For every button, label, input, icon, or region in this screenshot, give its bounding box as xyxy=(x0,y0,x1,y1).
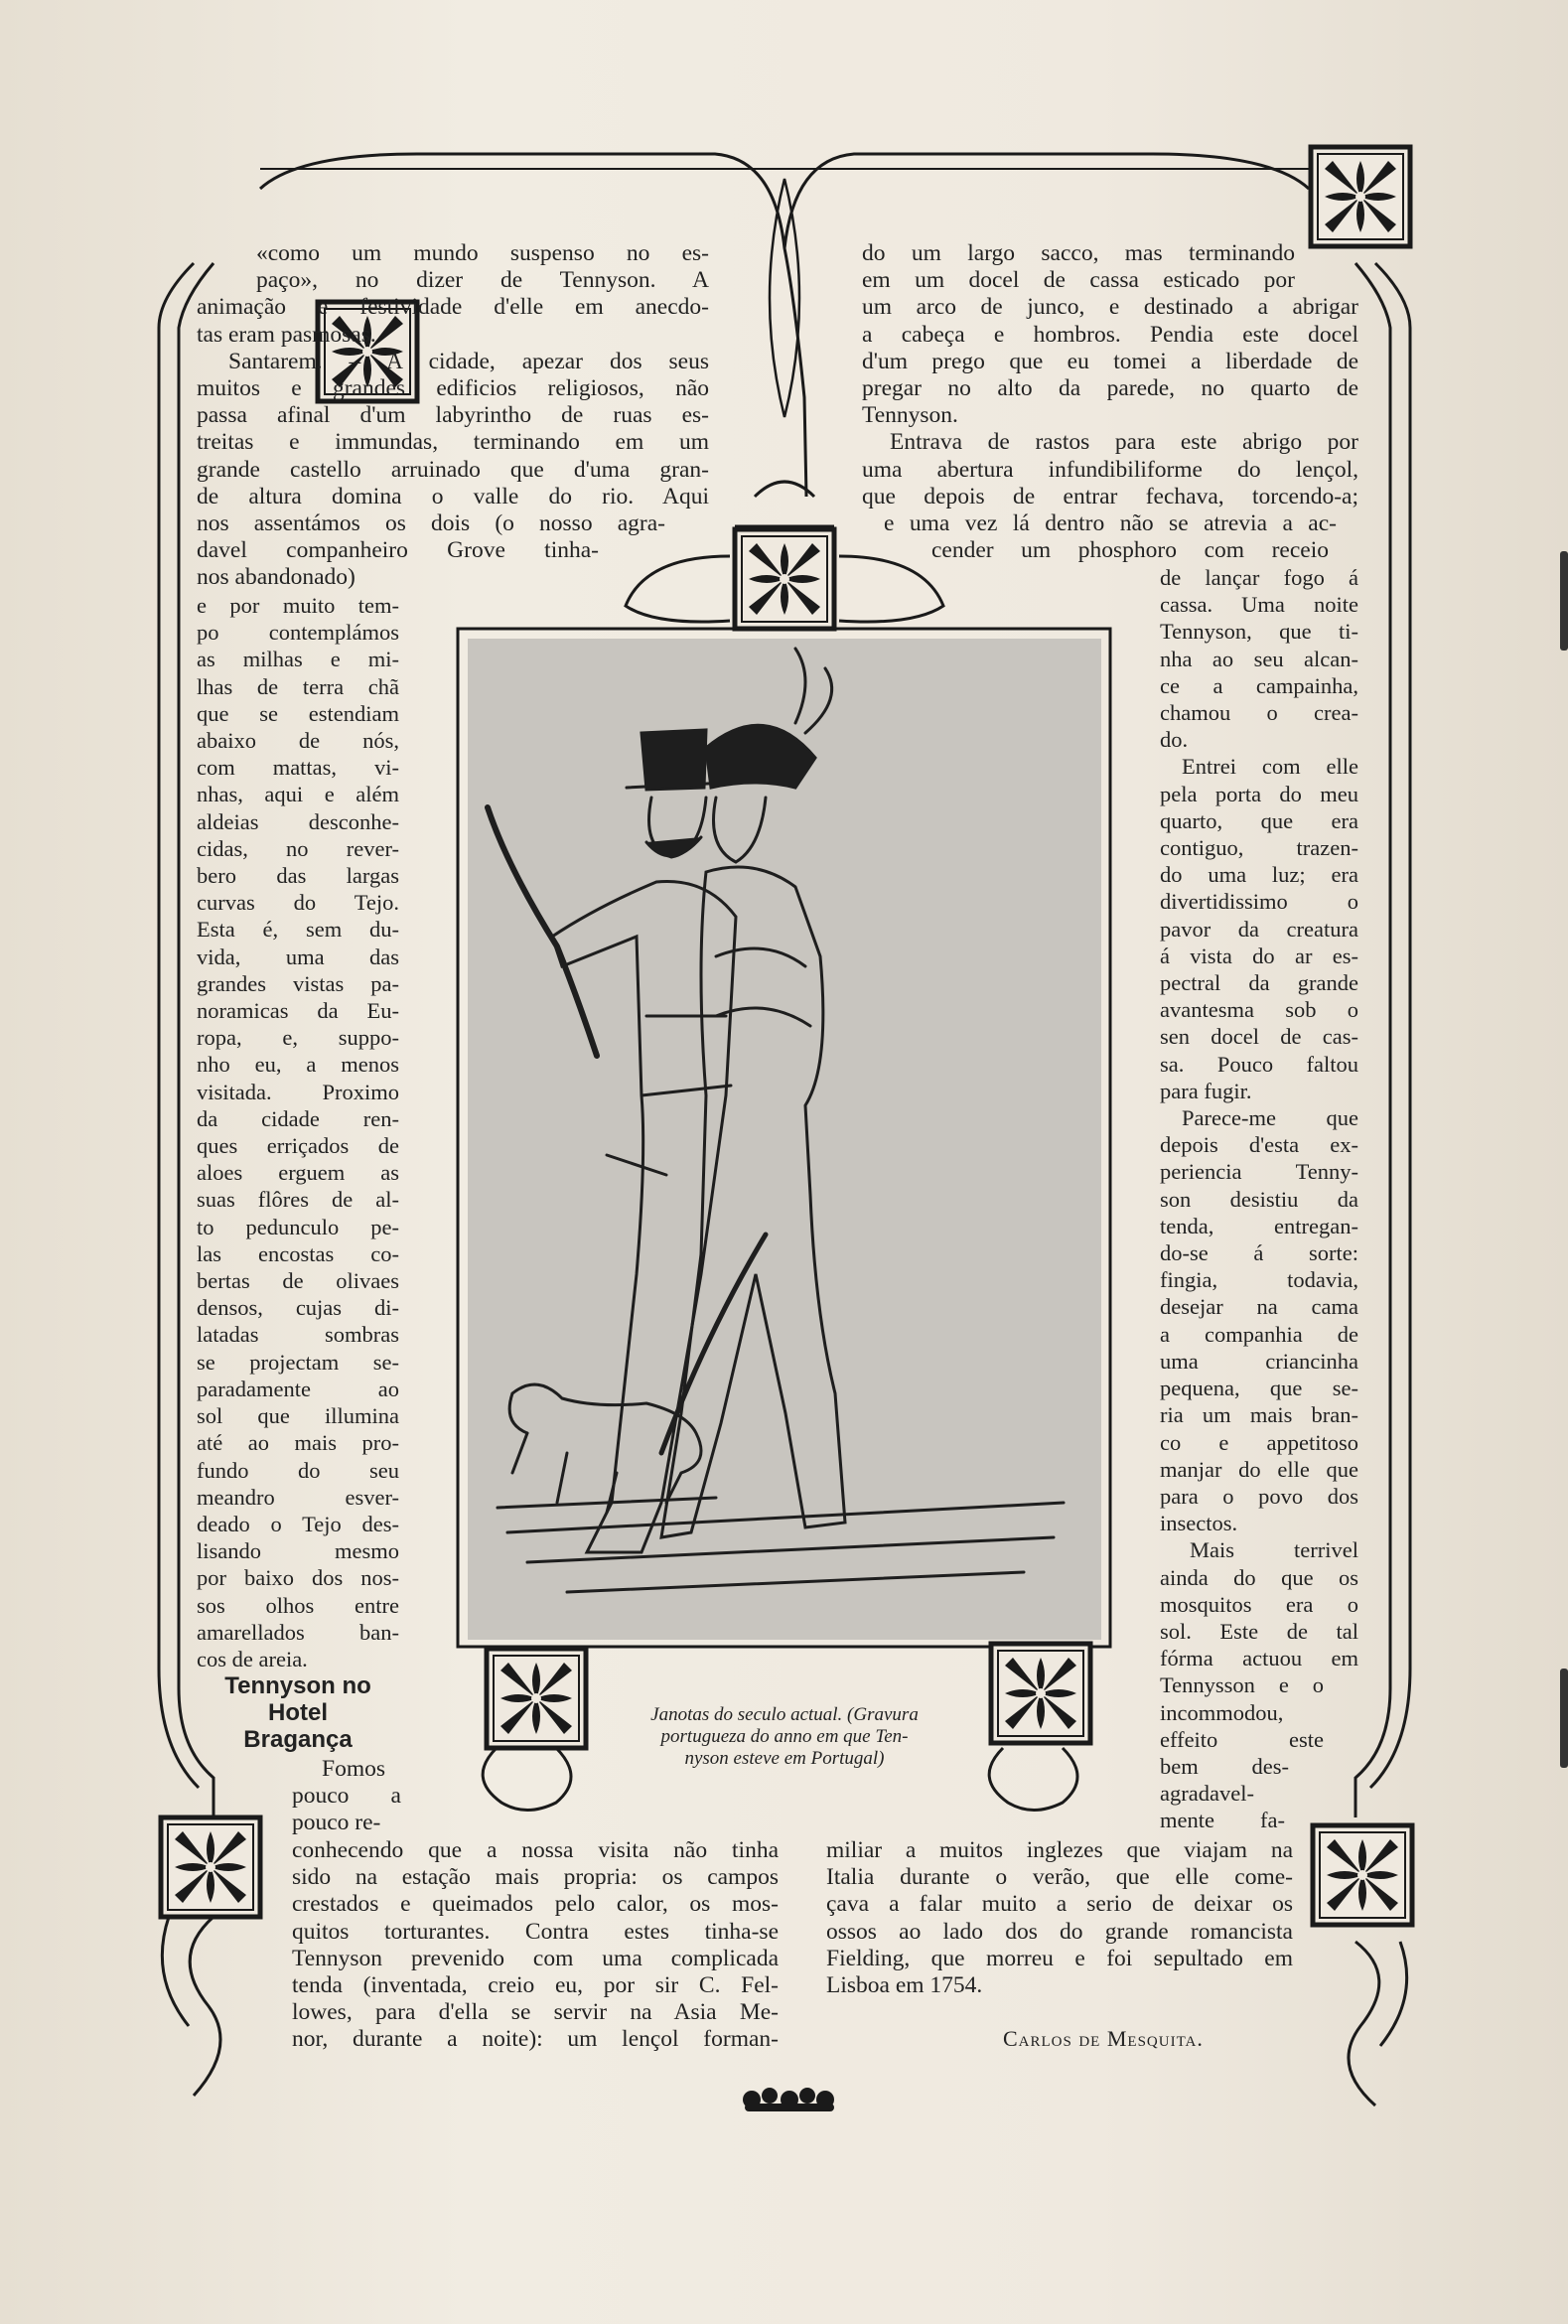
text-line: a cabeça e hombros. Pendia este docel xyxy=(862,321,1358,348)
text-line: tas eram pasmosas. xyxy=(197,321,376,348)
text-line: davel companheiro Grove tinha- xyxy=(197,537,599,564)
text-line: Tennyson. xyxy=(862,402,958,429)
text-line: nho eu, a menos xyxy=(197,1052,399,1078)
text-line: passa afinal d'um labyrintho de ruas es- xyxy=(197,402,709,429)
text-line: ria um mais bran- xyxy=(1160,1402,1358,1428)
text-line: Parece-me que xyxy=(1182,1105,1358,1131)
text-line: fórma actuou em xyxy=(1160,1646,1358,1671)
text-line: incommodou, xyxy=(1160,1699,1284,1725)
text-line: curvas do Tejo. xyxy=(197,890,399,916)
text-line: por baixo dos nos- xyxy=(197,1565,399,1591)
text-line: á vista do ar es- xyxy=(1160,943,1358,968)
text-line: vida, uma das xyxy=(197,944,399,969)
text-line: bem des- xyxy=(1160,1753,1289,1779)
text-line: e uma vez lá dentro não se atrevia a ac- xyxy=(884,510,1337,537)
text-line: ques erriçados de xyxy=(197,1133,399,1159)
text-line: suas flôres de al- xyxy=(197,1187,399,1213)
heading-line: Hotel xyxy=(268,1699,328,1726)
text-line: paço», no dizer de Tennyson. A xyxy=(256,267,709,294)
text-line: se projectam se- xyxy=(197,1349,399,1375)
text-line: Tennyson, que ti- xyxy=(1160,619,1358,645)
text-line: nor, durante a noite): um lençol forman- xyxy=(292,2026,779,2053)
text-line: sol. Este de tal xyxy=(1160,1618,1358,1644)
text-line: lowes, para d'ella se servir na Asia Me- xyxy=(292,1999,779,2026)
text-line: ce a campainha, xyxy=(1160,672,1358,698)
text-line: effeito este xyxy=(1160,1726,1324,1752)
text-line: cassa. Uma noite xyxy=(1160,592,1358,618)
text-line: nha ao seu alcan- xyxy=(1160,646,1358,671)
text-line: to pedunculo pe- xyxy=(197,1214,399,1239)
text-line: aldeias desconhe- xyxy=(197,808,399,834)
left-column-after-heading xyxy=(292,1756,401,1837)
text-line: para fugir. xyxy=(1160,1078,1252,1103)
text-line: lhas de terra chã xyxy=(197,673,399,699)
text-line: do uma luz; era xyxy=(1160,862,1358,888)
two-dandies-walking-engraving xyxy=(468,639,1101,1640)
text-line: até ao mais pro- xyxy=(197,1430,399,1456)
text-line: chamou o crea- xyxy=(1160,700,1358,726)
text-line: sido na estação mais propria: os campos xyxy=(292,1864,779,1891)
text-line: grande castello arruinado que d'uma gran- xyxy=(197,456,709,483)
text-line: manjar do elle que xyxy=(1160,1456,1358,1482)
text-line: bertas de olivaes xyxy=(197,1268,399,1294)
left-column-narrow xyxy=(197,592,399,1672)
text-line: agradavel- xyxy=(1160,1781,1254,1807)
text-line: tenda (inventada, creio eu, por sir C. Fel- xyxy=(292,1972,779,1999)
text-line: a companhia de xyxy=(1160,1321,1358,1347)
right-column-bottom xyxy=(826,1837,1293,1999)
text-line: sen docel de cas- xyxy=(1160,1024,1358,1050)
page-edge-tab xyxy=(1560,1669,1568,1768)
text-line: depois d'esta ex- xyxy=(1160,1132,1358,1158)
text-line: pela porta do meu xyxy=(1160,781,1358,806)
text-line: ainda do que os xyxy=(1160,1564,1358,1590)
text-line: em um docel de cassa esticado por xyxy=(862,267,1295,294)
text-line: Lisboa em 1754. xyxy=(826,1972,983,1999)
text-line: Entrei com elle xyxy=(1182,754,1358,780)
text-line: Italia durante o verão, que elle come- xyxy=(826,1864,1293,1891)
caption-line: portugueza do anno em que Ten- xyxy=(660,1726,909,1747)
text-line: sol que illumina xyxy=(197,1403,399,1429)
text-line: crestados e queimados pelo calor, os mos- xyxy=(292,1891,779,1918)
text-line: nhas, aqui e além xyxy=(197,782,399,807)
text-line: conhecendo que a nossa visita não tinha xyxy=(292,1837,779,1863)
text-line: ropa, e, suppo- xyxy=(197,1025,399,1051)
text-line: divertidissimo o xyxy=(1160,889,1358,915)
text-line: bero das largas xyxy=(197,863,399,889)
text-line: cos de areia. xyxy=(197,1646,308,1671)
text-line: meandro esver- xyxy=(197,1484,399,1510)
text-line: do. xyxy=(1160,727,1189,753)
text-line: pouco re- xyxy=(292,1810,381,1836)
text-line: as milhas e mi- xyxy=(197,647,399,672)
text-line: mente fa- xyxy=(1160,1808,1285,1833)
text-line: um arco de junco, e destinado a abrigar xyxy=(862,294,1358,321)
left-column-top xyxy=(197,240,709,592)
text-line: pavor da creatura xyxy=(1160,916,1358,942)
text-line: contiguo, trazen- xyxy=(1160,835,1358,861)
illustration-caption xyxy=(586,1704,983,1770)
text-line: fingia, todavia, xyxy=(1160,1267,1358,1293)
text-line: çava a falar muito a serio de deixar os xyxy=(826,1891,1293,1918)
text-line: son desistiu da xyxy=(1160,1186,1358,1212)
text-line: insectos. xyxy=(1160,1511,1238,1536)
text-line: Fielding, que morreu e foi sepultado em xyxy=(826,1945,1293,1971)
text-line: po contemplámos xyxy=(197,620,399,646)
right-column-narrow xyxy=(1160,564,1358,1834)
text-line: que depois de entrar fechava, torcendo-a; xyxy=(862,483,1358,509)
text-line: que se estendiam xyxy=(197,700,399,726)
page-edge-tab xyxy=(1560,551,1568,651)
text-line: do-se á sorte: xyxy=(1160,1240,1358,1266)
text-line: Entrava de rastos para este abrigo por xyxy=(890,429,1358,456)
text-line: pregar no alto da parede, no quarto de xyxy=(862,375,1358,402)
text-line: tenda, entregan- xyxy=(1160,1213,1358,1238)
heading-line: Bragança xyxy=(243,1726,353,1753)
text-line: Tennyson prevenido com uma complicada xyxy=(292,1945,779,1971)
section-heading xyxy=(211,1672,385,1753)
left-column-bottom xyxy=(292,1837,779,2054)
text-line: desejar na cama xyxy=(1160,1294,1358,1320)
text-line: com mattas, vi- xyxy=(197,755,399,781)
caption-line: nyson esteve em Portugal) xyxy=(684,1748,885,1769)
text-line: muitos e grandes edificios religiosos, não xyxy=(197,375,709,402)
text-line: Santarem. – A cidade, apezar dos seus xyxy=(228,348,709,374)
caption-line: Janotas do seculo actual. (Gravura xyxy=(650,1704,919,1725)
text-line: pouco a xyxy=(292,1783,401,1810)
text-line: do um largo sacco, mas terminando xyxy=(862,240,1295,266)
text-line: animação e festividade d'elle em anecdo- xyxy=(197,294,709,321)
right-column-top xyxy=(862,240,1358,564)
text-line: mosquitos era o xyxy=(1160,1591,1358,1617)
text-line: da cidade ren- xyxy=(197,1105,399,1131)
text-line: de altura domina o valle do rio. Aqui xyxy=(197,483,709,509)
text-line: densos, cujas di- xyxy=(197,1295,399,1321)
text-line: grandes vistas pa- xyxy=(197,970,399,996)
engraving-illustration xyxy=(468,639,1101,1640)
author-signature: Carlos de Mesquita. xyxy=(1003,2026,1204,2051)
text-line: quitos torturantes. Contra estes tinha-se xyxy=(292,1918,779,1945)
text-line: miliar a muitos inglezes que viajam na xyxy=(826,1837,1293,1863)
text-line: Fomos xyxy=(322,1756,385,1782)
text-line: avantesma sob o xyxy=(1160,997,1358,1023)
text-line: lisando mesmo xyxy=(197,1538,399,1564)
text-line: uma abertura infundibiliforme do lençol, xyxy=(862,456,1358,483)
text-line: ossos ao lado dos do grande romancista xyxy=(826,1918,1293,1945)
text-line: para o povo dos xyxy=(1160,1483,1358,1509)
text-line: abaixo de nós, xyxy=(197,728,399,754)
text-line: sa. Pouco faltou xyxy=(1160,1051,1358,1077)
text-line: las encostas co- xyxy=(197,1240,399,1266)
text-line: paradamente ao xyxy=(197,1376,399,1401)
text-line: treitas e immundas, terminando em um xyxy=(197,429,709,456)
text-line: uma criancinha xyxy=(1160,1348,1358,1374)
text-line: co e appetitoso xyxy=(1160,1429,1358,1455)
text-line: nos assentámos os dois (o nosso agra- xyxy=(197,510,665,537)
text-line: de lançar fogo á xyxy=(1160,565,1358,590)
text-line: aloes erguem as xyxy=(197,1160,399,1186)
text-line: noramicas da Eu- xyxy=(197,998,399,1024)
text-line: «como um mundo suspenso no es- xyxy=(256,240,709,266)
text-line: d'um prego que eu tomei a liberdade de xyxy=(862,348,1358,374)
text-line: sos olhos entre xyxy=(197,1592,399,1618)
text-line: nos abandonado) xyxy=(197,564,356,591)
text-line: latadas sombras xyxy=(197,1322,399,1348)
text-line: fundo do seu xyxy=(197,1457,399,1483)
text-line: cender um phosphoro com receio xyxy=(931,537,1329,564)
text-line: deado o Tejo des- xyxy=(197,1511,399,1536)
text-line: quarto, que era xyxy=(1160,807,1358,833)
text-line: Tennysson e o xyxy=(1160,1672,1324,1698)
text-line: Mais terrivel xyxy=(1190,1537,1358,1563)
text-line: periencia Tenny- xyxy=(1160,1159,1358,1185)
text-line: cidas, no rever- xyxy=(197,835,399,861)
text-line: pequena, que se- xyxy=(1160,1376,1358,1401)
text-line: visitada. Proximo xyxy=(197,1079,399,1104)
text-line: e por muito tem- xyxy=(197,593,399,618)
text-line: amarellados ban- xyxy=(197,1619,399,1645)
text-line: Esta é, sem du- xyxy=(197,917,399,943)
heading-line: Tennyson no xyxy=(224,1672,371,1699)
text-line: pectral da grande xyxy=(1160,970,1358,996)
